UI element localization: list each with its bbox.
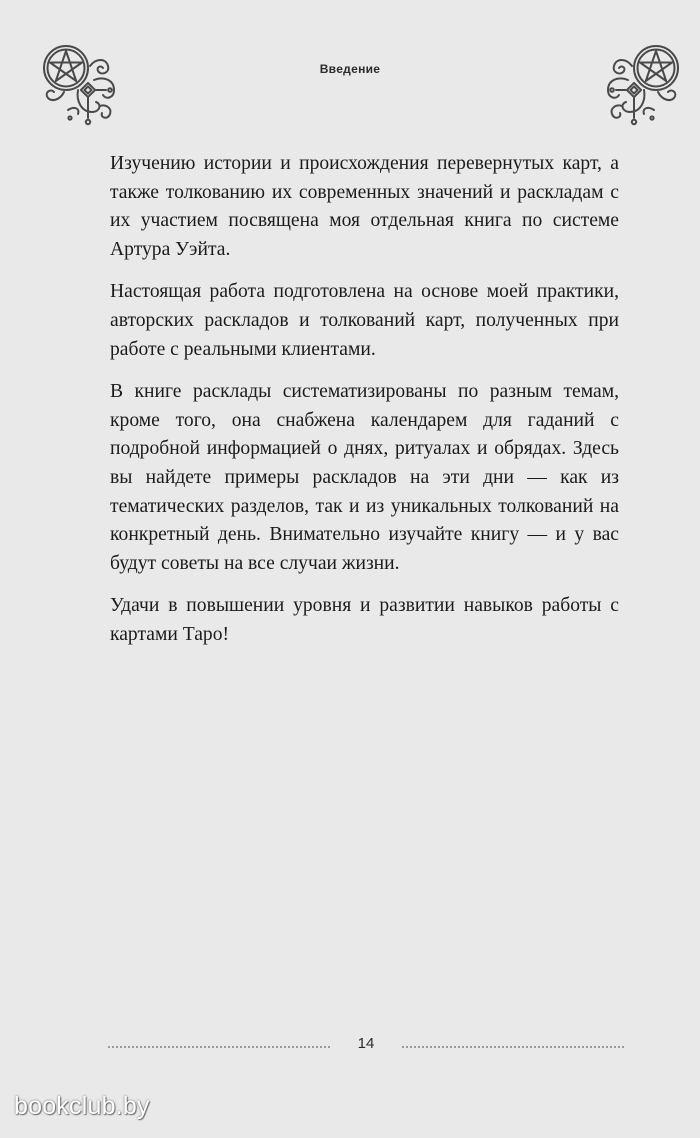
running-head-title: Введение	[319, 62, 381, 76]
body-text	[110, 150, 619, 664]
paragraph-4: Удачи в повышении уровня и развитии навыков работы с картами Таро!	[110, 595, 619, 645]
pentacle-ornament-right-icon	[594, 40, 684, 130]
paragraph-3: В книге расклады систематизированы по разным темам, кроме того, она снабжена календарем для гаданий с подробной информацией о днях, ритуалах и обрядах. Здесь вы найдете примеры раскладов на эти дни — как из тематических разделов, так и из уникальных толкований на конкретный день. Внимательно изучайте книгу — и у вас будут советы на все случаи жизни.	[110, 381, 619, 574]
dotted-rule-right	[402, 1046, 624, 1048]
pentacle-ornament-left-icon	[38, 40, 128, 130]
watermark: bookclub.by	[14, 1092, 150, 1120]
paragraph-1: Изучению истории и происхождения перевернутых карт, а также толкованию их современных значений и раскладам с их участием посвящена моя отдельная книга по системе Артура Уэйта.	[110, 153, 619, 260]
paragraph-2: Настоящая работа подготовлена на основе моей практики, авторских раскладов и толкований карт, полученных при работе с реальными клиентами.	[110, 281, 619, 360]
page-number: 14	[357, 1035, 375, 1052]
page-footer	[108, 1034, 624, 1058]
